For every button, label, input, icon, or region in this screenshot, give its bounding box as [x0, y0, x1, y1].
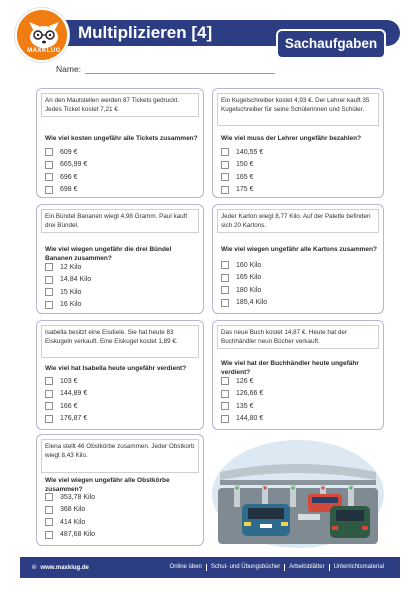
checkbox[interactable] [45, 390, 53, 398]
checkbox[interactable] [221, 390, 229, 398]
answer-options [221, 259, 267, 309]
option-label: 140,55 € [236, 148, 264, 156]
answer-option[interactable] [45, 413, 87, 426]
task-story: Isabella besitzt eine Eisdiele. Sie hat heute 83 Eiskugeln verkauft. Eine Eiskugel kostet 1,89 €. [41, 325, 199, 358]
checkbox[interactable] [221, 286, 229, 294]
task-question: Wie viel kosten ungefähr alle Tickets zusammen? [45, 135, 198, 142]
name-input-line[interactable] [85, 65, 275, 74]
option-label: 176,87 € [60, 415, 88, 423]
answer-option[interactable] [45, 159, 87, 172]
option-label: 103 € [60, 377, 78, 385]
option-label: 16 Kilo [60, 301, 82, 309]
task-card-4 [212, 204, 384, 314]
task-story: Das neue Buch kostet 14,87 €. Heute hat der Buchhändler neun Bücher verkauft. [217, 325, 379, 349]
answer-option[interactable] [45, 146, 87, 159]
answer-options [45, 491, 95, 541]
task-question: Wie viel hat der Buchhändler heute ungefähr verdient? [221, 360, 359, 376]
checkbox[interactable] [45, 518, 53, 526]
option-label: 160 Kilo [236, 261, 262, 269]
option-label: 353,78 Kilo [60, 493, 96, 501]
header [0, 0, 420, 58]
option-label: 180 Kilo [236, 286, 262, 294]
answer-option[interactable] [221, 375, 263, 388]
checkbox[interactable] [45, 148, 53, 156]
task-question: Wie viel wiegen ungefähr alle Obstkörbe zusammen? [45, 477, 170, 493]
answer-option[interactable] [45, 491, 95, 504]
answer-option[interactable] [221, 297, 267, 310]
answer-option[interactable] [221, 146, 263, 159]
option-label: 175 € [236, 186, 254, 194]
checkbox[interactable] [45, 161, 53, 169]
task-question: Wie viel wiegen ungefähr die drei Bündel Bananen zusammen? [45, 246, 172, 262]
task-story: Ein Bündel Bananen wiegt 4,98 Gramm. Paul kauft drei Bündel. [41, 209, 199, 233]
name-field[interactable] [56, 64, 275, 74]
answer-option[interactable] [221, 259, 267, 272]
checkbox[interactable] [221, 173, 229, 181]
category-badge: Sachaufgaben [276, 29, 386, 59]
footer-links [166, 564, 388, 571]
checkbox[interactable] [45, 288, 53, 296]
checkbox[interactable] [221, 299, 229, 307]
option-label: 150 € [236, 161, 254, 169]
answer-option[interactable] [45, 274, 91, 287]
option-label: 698 € [60, 186, 78, 194]
answer-option[interactable] [45, 299, 91, 312]
answer-options [221, 146, 263, 196]
answer-option[interactable] [45, 504, 95, 517]
task-story: Ein Kugelschreiber kostet 4,93 €. Der Lehrer kauft 35 Kugelschreiber für seine Schülerinnen und Schüler. [217, 93, 379, 126]
copyright-icon: © [32, 564, 37, 571]
option-label: 144,80 € [236, 415, 264, 423]
checkbox[interactable] [45, 531, 53, 539]
option-label: 185,4 Kilo [236, 299, 268, 307]
checkbox[interactable] [221, 377, 229, 385]
task-story: An den Mautstellen werden 87 Tickets gedruckt. Jedes Ticket kostet 7,21 €. [41, 93, 199, 117]
option-label: 368 Kilo [60, 506, 86, 514]
toll-station-illustration [212, 434, 384, 548]
option-label: 165 Kilo [236, 274, 262, 282]
task-story: Elena stellt 46 Obstkörbe zusammen. Jeder Obstkorb wiegt 8,43 Kilo. [41, 439, 199, 473]
checkbox[interactable] [45, 276, 53, 284]
answer-option[interactable] [45, 261, 91, 274]
checkbox[interactable] [45, 415, 53, 423]
answer-option[interactable] [45, 286, 91, 299]
answer-option[interactable] [45, 516, 95, 529]
option-label: 135 € [236, 402, 254, 410]
page-title: Multiplizieren [4] [78, 23, 213, 42]
footer-link-material[interactable]: Unterrichtsmaterial [329, 564, 388, 571]
answer-options [221, 375, 263, 425]
answer-option[interactable] [221, 400, 263, 413]
checkbox[interactable] [221, 415, 229, 423]
fox-icon [17, 10, 69, 62]
checkbox[interactable] [45, 377, 53, 385]
checkbox[interactable] [45, 493, 53, 501]
option-label: 12 Kilo [60, 263, 82, 271]
option-label: 165 € [236, 173, 254, 181]
footer-link-worksheets[interactable]: Arbeitsblätter [284, 564, 328, 571]
footer [20, 557, 400, 578]
footer-brand[interactable] [32, 565, 89, 571]
checkbox[interactable] [45, 506, 53, 514]
task-card-2 [212, 88, 384, 198]
checkbox[interactable] [221, 161, 229, 169]
answer-option[interactable] [221, 388, 263, 401]
task-card-5 [36, 320, 204, 430]
task-question: Wie viel wiegen ungefähr alle Kartons zusammen? [221, 246, 377, 253]
task-card-6 [212, 320, 384, 430]
footer-link-online[interactable]: Online üben [169, 564, 202, 570]
task-question: Wie viel muss der Lehrer ungefähr bezahlen? [221, 135, 362, 142]
answer-option[interactable] [45, 171, 87, 184]
option-label: 609 € [60, 148, 78, 156]
answer-option[interactable] [221, 272, 267, 285]
answer-option[interactable] [45, 375, 87, 388]
answer-option[interactable] [221, 184, 263, 197]
answer-option[interactable] [45, 529, 95, 542]
task-card-1 [36, 88, 204, 198]
option-label: 166 € [60, 402, 78, 410]
task-card-3 [36, 204, 204, 314]
option-label: 144,89 € [60, 390, 88, 398]
checkbox[interactable] [221, 148, 229, 156]
option-label: 14,84 Kilo [60, 276, 92, 284]
answer-options [45, 375, 87, 425]
checkbox[interactable] [221, 261, 229, 269]
checkbox[interactable] [45, 263, 53, 271]
option-label: 665,99 € [60, 161, 88, 169]
option-label: 126,66 € [236, 390, 264, 398]
answer-option[interactable] [221, 159, 263, 172]
answer-option[interactable] [221, 284, 267, 297]
checkbox[interactable] [221, 402, 229, 410]
checkbox[interactable] [221, 274, 229, 282]
task-card-7 [36, 434, 204, 546]
answer-option[interactable] [221, 171, 263, 184]
option-label: 487,68 Kilo [60, 531, 96, 539]
checkbox[interactable] [221, 186, 229, 194]
checkbox[interactable] [45, 186, 53, 194]
checkbox[interactable] [45, 173, 53, 181]
name-label: Name: [56, 64, 82, 74]
task-story: Jeder Karton wiegt 8,77 Kilo. Auf der Palette befinden sich 20 Kartons. [217, 209, 379, 233]
answer-option[interactable] [45, 400, 87, 413]
task-question: Wie viel hat Isabella heute ungefähr verdient? [45, 365, 187, 372]
option-label: 696 € [60, 173, 78, 181]
footer-link-books[interactable]: Schul- und Übungsbücher [206, 564, 284, 571]
answer-option[interactable] [45, 184, 87, 197]
checkbox[interactable] [45, 402, 53, 410]
logo-text: MAXKLUG [27, 48, 61, 54]
answer-option[interactable] [221, 413, 263, 426]
answer-option[interactable] [45, 388, 87, 401]
answer-options [45, 146, 87, 196]
answer-options [45, 261, 91, 311]
option-label: 15 Kilo [60, 288, 82, 296]
maxklug-logo[interactable] [15, 8, 69, 62]
option-label: 126 € [236, 377, 254, 385]
option-label: 414 Kilo [60, 518, 86, 526]
site-link[interactable]: www.maxklug.de [40, 564, 89, 571]
checkbox[interactable] [45, 301, 53, 309]
